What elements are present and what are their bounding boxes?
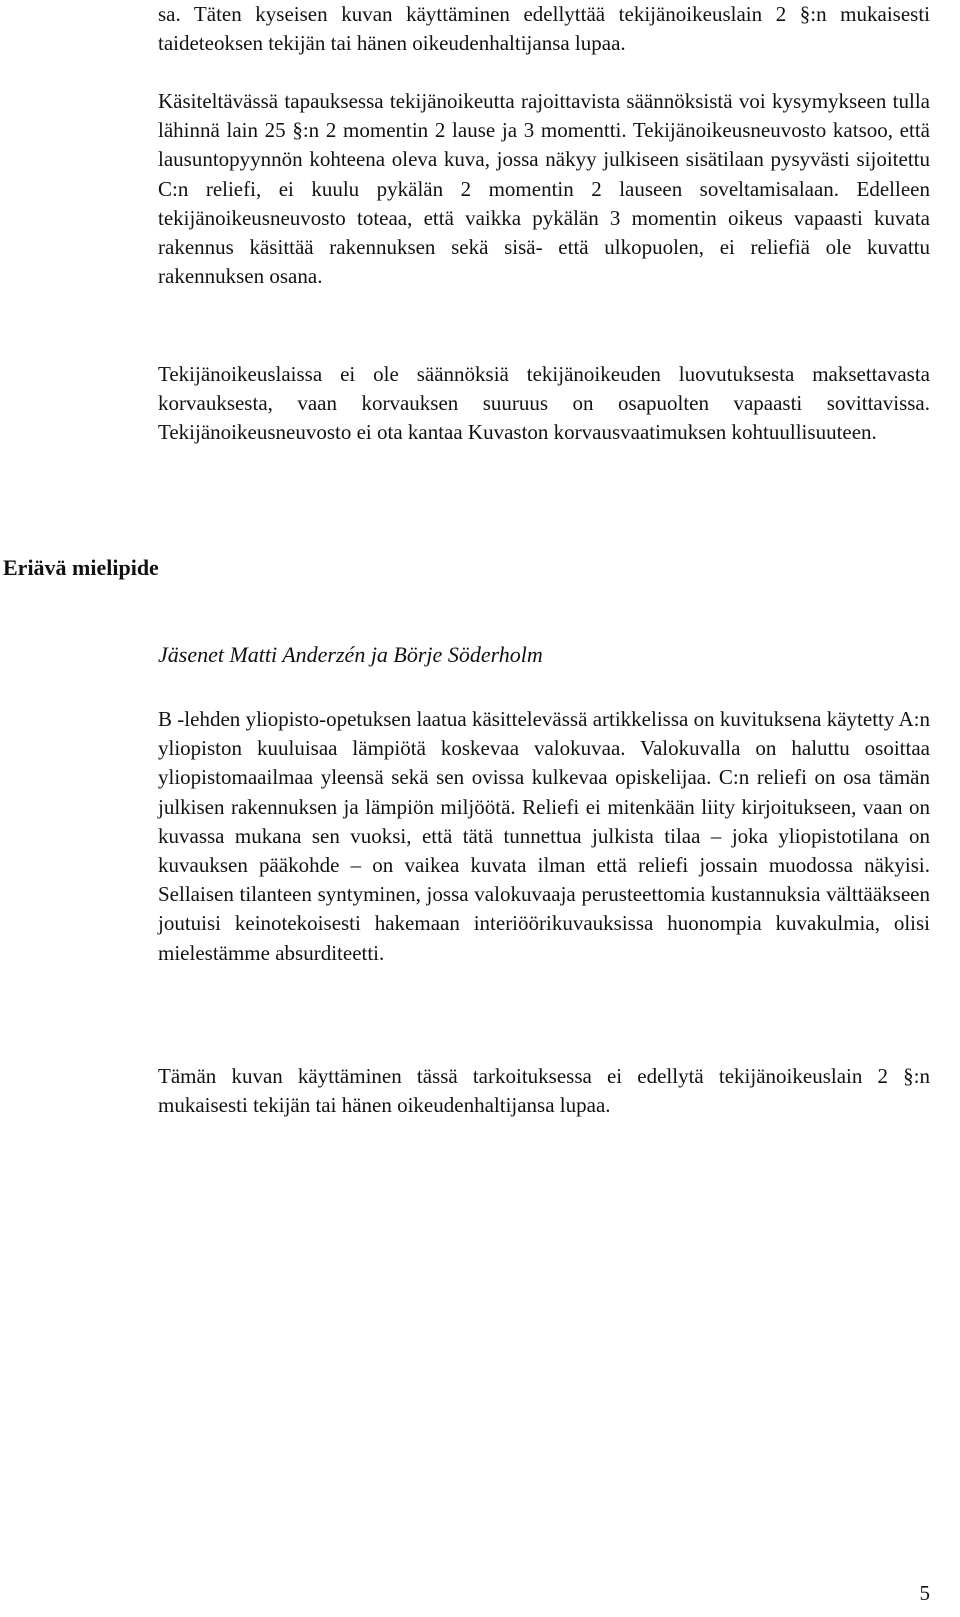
paragraph-copyright-limitations: Käsiteltävässä tapauksessa tekijänoikeutta rajoittavista säännöksistä voi kysymykseen tulla lähinnä lain 25 §:n 2 momentin 2 lause ja 3 momentti. Tekijänoikeusneuvosto katsoo, että lausuntopyynnön kohteena oleva kuva, jossa näkyy julkiseen sisätilaan pysyvästi sijoitettu C:n reliefi, ei kuulu pykälän 2 momentin 2 lauseen soveltamisalaan. Edelleen tekijänoikeusneuvosto toteaa, että vaikka pykälän 3 momentin oikeus vapaasti kuvata rakennus käsittää rakennuksen sekä sisä- että ulkopuolen, ei reliefiä ole kuvattu rakennuksen osana. <box>158 89 930 289</box>
paragraph-dissent-conclusion: Tämän kuvan käyttäminen tässä tarkoituksessa ei edellytä tekijänoikeuslain 2 §:n mukaisesti tekijän tai hänen oikeudenhaltijansa lupaa. <box>158 1064 930 1118</box>
section-heading-dissenting-opinion: Eriävä mielipide <box>3 555 159 580</box>
dissenting-members: Jäsenet Matti Anderzén ja Börje Söderholm <box>158 642 543 667</box>
page-number: 5 <box>919 1581 930 1605</box>
paragraph-compensation: Tekijänoikeuslaissa ei ole säännöksiä tekijänoikeuden luovutuksesta maksettavasta korvauksesta, vaan korvauksen suuruus on osapuolten vapaasti sovittavissa. Tekijänoikeusneuvosto ei ota kantaa Kuvaston korvausvaatimuksen kohtuullisuuteen. <box>158 362 930 445</box>
paragraph-continuation: sa. Täten kyseisen kuvan käyttäminen edellyttää tekijänoikeuslain 2 §:n mukaisesti taideteoksen tekijän tai hänen oikeudenhaltijansa lupaa. <box>158 2 930 56</box>
paragraph-dissent-argument: B -lehden yliopisto-opetuksen laatua käsittelevässä artikkelissa on kuvituksena käytetty A:n yliopiston kuuluisaa lämpiötä koskevaa valokuvaa. Valokuvalla on haluttu osoittaa yliopistomaailmaa yleensä sekä sen ovissa kulkevaa opiskelijaa. C:n reliefi on osa tämän julkisen rakennuksen ja lämpiön miljöötä. Reliefi ei mitenkään liity kirjoitukseen, vaan on kuvassa mukana sen vuoksi, että tätä tunnettua julkista tilaa – joka yliopistotilana on kuvauksen pääkohde – on vaikea kuvata ilman että reliefi jossain muodossa näkyisi. Sellaisen tilanteen syntyminen, jossa valokuvaaja perusteettomia kustannuksia välttääkseen joutuisi keinotekoisesti hakemaan interiöörikuvauksissa huonompia kuvakulmia, olisi mielestämme absurditeetti. <box>158 707 930 965</box>
